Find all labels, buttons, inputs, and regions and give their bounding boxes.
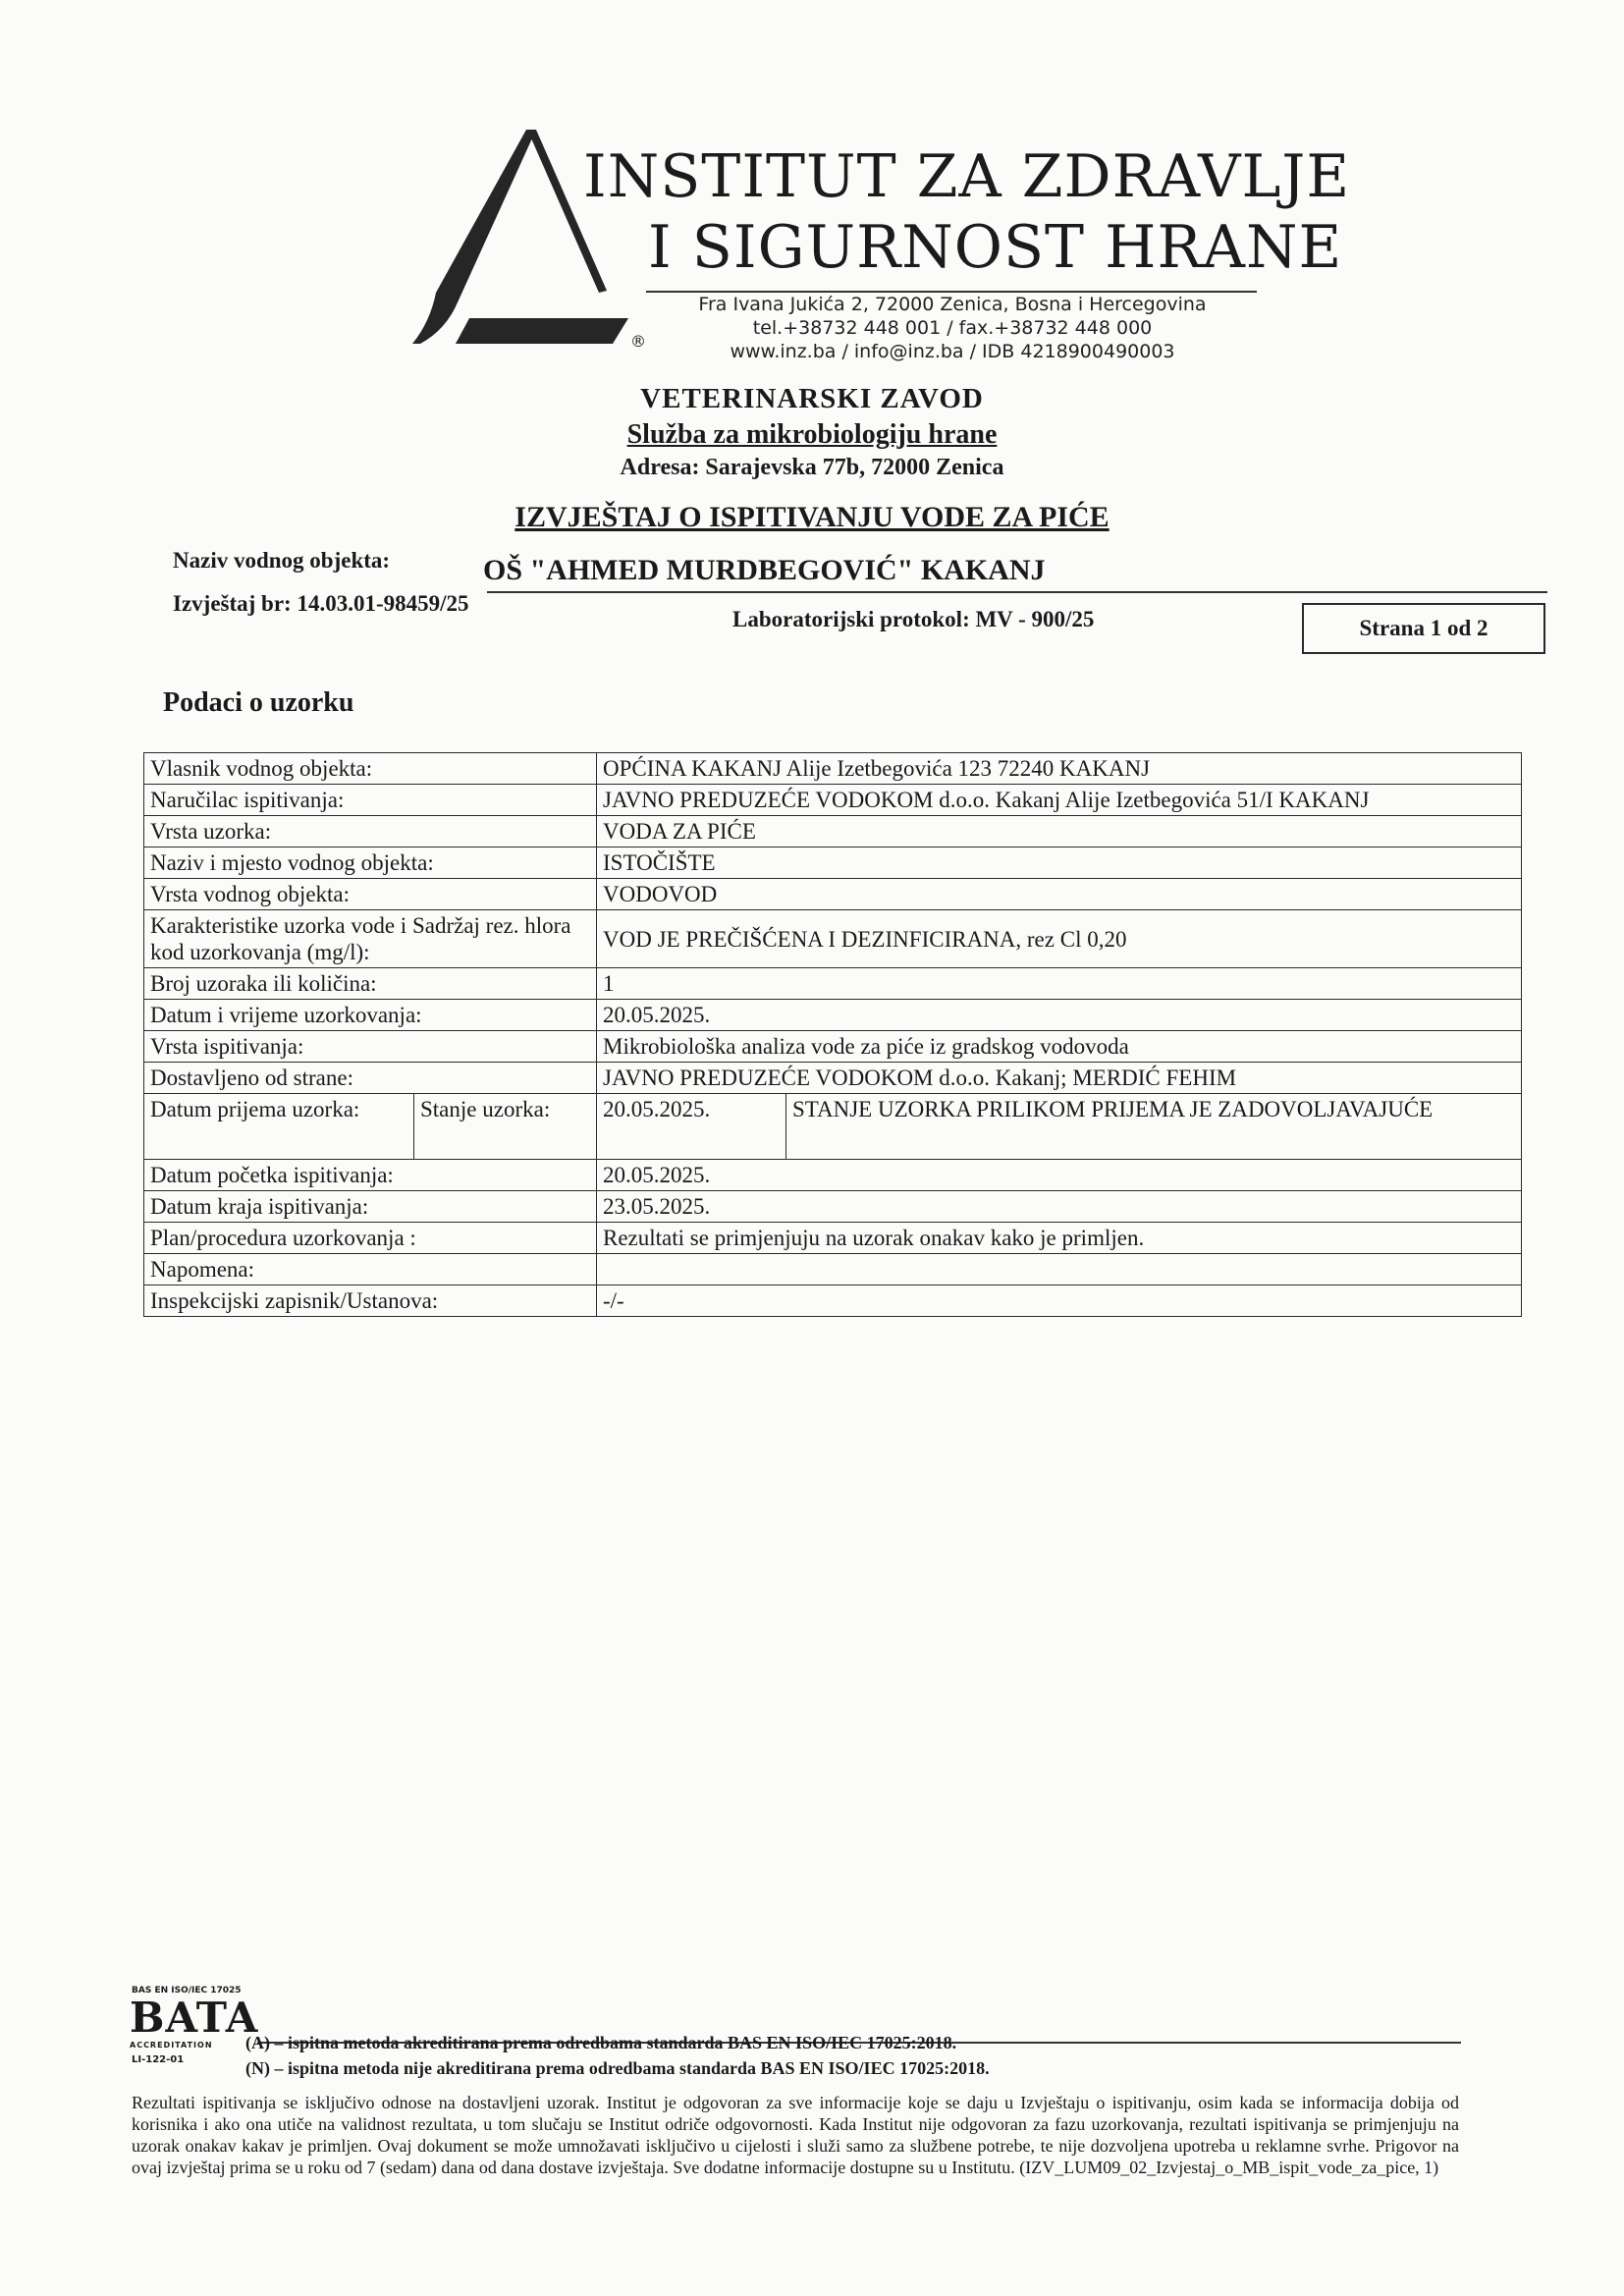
accreditation-standard-small: BAS EN ISO/IEC 17025	[132, 1986, 242, 1995]
accreditation-code: LI-122-01	[132, 2054, 185, 2065]
table-row	[144, 753, 1522, 785]
report-title: IZVJEŠTAJ O ISPITIVANJU VODE ZA PIĆE	[514, 501, 1110, 533]
row-value: 1	[597, 968, 1522, 1000]
table-row	[144, 910, 1522, 968]
object-underline	[487, 591, 1547, 593]
institute-name-line2: I SIGURNOST HRANE	[648, 213, 1343, 282]
row-value	[597, 1254, 1522, 1285]
row-value: JAVNO PREDUZEĆE VODOKOM d.o.o. Kakanj; MERDIĆ FEHIM	[597, 1063, 1522, 1094]
table-row	[144, 816, 1522, 847]
registered-mark: ®	[630, 332, 646, 351]
sample-data-table	[143, 752, 1522, 1317]
row-value: VODA ZA PIĆE	[597, 816, 1522, 847]
object-name-label: Naziv vodnog objekta:	[173, 548, 391, 573]
receipt-state-value: STANJE UZORKA PRILIKOM PRIJEMA JE ZADOVOLJAVAJUĆE	[786, 1094, 1522, 1160]
accreditation-word: ACCREDITATION	[130, 2041, 213, 2050]
department-service: Služba za mikrobiologiju hrane	[626, 419, 998, 450]
table-row	[144, 879, 1522, 910]
row-label: Karakteristike uzorka vode i Sadržaj rez. hlora kod uzorkovanja (mg/l):	[144, 910, 597, 968]
section-title: Podaci o uzorku	[163, 687, 354, 718]
institute-address: Fra Ivana Jukića 2, 72000 Zenica, Bosna i Hercegovina	[698, 294, 1207, 315]
table-row	[144, 1191, 1522, 1223]
institute-phone: tel.+38732 448 001 / fax.+38732 448 000	[752, 317, 1153, 339]
row-label: Vrsta ispitivanja:	[144, 1031, 597, 1063]
row-value: ISTOČIŠTE	[597, 847, 1522, 879]
object-name-value: OŠ "AHMED MURDBEGOVIĆ" KAKANJ	[483, 554, 1046, 586]
table-row	[144, 1000, 1522, 1031]
report-number: Izvještaj br: 14.03.01-98459/25	[173, 591, 469, 616]
row-value: 20.05.2025.	[597, 1000, 1522, 1031]
row-label: Napomena:	[144, 1254, 597, 1285]
row-label: Datum i vrijeme uzorkovanja:	[144, 1000, 597, 1031]
row-value: -/-	[597, 1285, 1522, 1317]
institute-web: www.inz.ba / info@inz.ba / IDB 4218900490003	[730, 341, 1175, 362]
table-row-receipt	[144, 1094, 1522, 1160]
row-label: Plan/procedura uzorkovanja :	[144, 1223, 597, 1254]
table-row	[144, 968, 1522, 1000]
row-value: 23.05.2025.	[597, 1191, 1522, 1223]
row-value: JAVNO PREDUZEĆE VODOKOM d.o.o. Kakanj Alije Izetbegovića 51/I KAKANJ	[597, 785, 1522, 816]
table-row	[144, 847, 1522, 879]
row-label: Datum početka ispitivanja:	[144, 1160, 597, 1191]
footer-disclaimer: Rezultati ispitivanja se isključivo odnose na dostavljeni uzorak. Institut je odgovoran za sve informacije koje se daju u Izvještaju o ispitivanju, osim kada se informacija dobija od korisnika i ako ona utiče na validnost rezultata, u tom slučaju se Institut odriče odgovornosti. Kada Institut nije odgovoran za fazu uzorkovanja, rezultati ispitivanja se primjenjuju na uzorak onakav kakav je primljen. Ovaj dokument se može umnožavati isključivo u cijelosti i služi samo za službene potrebe, te nije dozvoljena upotreba u reklamne svrhe. Prigovor na ovaj izvještaj prima se u roku od 7 (sedam) dana od dana dostave izvještaja. Sve dodatne informacije dostupne su u Institutu. (IZV_LUM09_02_Izvjestaj_o_MB_ispit_vode_za_pice, 1)	[132, 2093, 1459, 2177]
receipt-date-label: Datum prijema uzorka:	[144, 1094, 414, 1159]
row-label: Inspekcijski zapisnik/Ustanova:	[144, 1285, 597, 1317]
table-row	[144, 1223, 1522, 1254]
page-number-box	[1302, 603, 1545, 654]
receipt-label-cell	[144, 1094, 597, 1160]
page-number: Strana 1 od 2	[1359, 616, 1489, 640]
department-address: Adresa: Sarajevska 77b, 72000 Zenica	[620, 455, 1004, 480]
table-row	[144, 1063, 1522, 1094]
row-value: Rezultati se primjenjuju na uzorak onakav kako je primljen.	[597, 1223, 1522, 1254]
row-value: VOD JE PREČIŠĆENA I DEZINFICIRANA, rez Cl 0,20	[597, 910, 1522, 968]
row-label: Vlasnik vodnog objekta:	[144, 753, 597, 785]
department-name: VETERINARSKI ZAVOD	[640, 383, 984, 414]
row-label: Vrsta vodnog objekta:	[144, 879, 597, 910]
row-value: Mikrobiološka analiza vode za piće iz gradskog vodovoda	[597, 1031, 1522, 1063]
lab-protocol: Laboratorijski protokol: MV - 900/25	[732, 607, 1095, 631]
accreditation-logo: BATA	[130, 1994, 259, 2042]
row-value: VODOVOD	[597, 879, 1522, 910]
table-row	[144, 1160, 1522, 1191]
row-value: OPĆINA KAKANJ Alije Izetbegovića 123 72240 KAKANJ	[597, 753, 1522, 785]
row-value: 20.05.2025.	[597, 1160, 1522, 1191]
row-label: Naziv i mjesto vodnog objekta:	[144, 847, 597, 879]
table-row	[144, 1031, 1522, 1063]
footer-note-not-accredited: (N) – ispitna metoda nije akreditirana prema odredbama standarda BAS EN ISO/IEC 17025:2018.	[245, 2058, 990, 2078]
table-row	[144, 1254, 1522, 1285]
row-label: Naručilac ispitivanja:	[144, 785, 597, 816]
receipt-state-label: Stanje uzorka:	[420, 1097, 551, 1121]
footer-note-accredited: (A) – ispitna metoda akreditirana prema odredbama standarda BAS EN ISO/IEC 17025:2018.	[245, 2033, 957, 2052]
row-label: Broj uzoraka ili količina:	[144, 968, 597, 1000]
row-label: Datum kraja ispitivanja:	[144, 1191, 597, 1223]
row-label: Dostavljeno od strane:	[144, 1063, 597, 1094]
table-row	[144, 785, 1522, 816]
receipt-date-value: 20.05.2025.	[597, 1094, 786, 1160]
table-row	[144, 1285, 1522, 1317]
institute-name-line1: INSTITUT ZA ZDRAVLJE	[583, 142, 1351, 211]
row-label: Vrsta uzorka:	[144, 816, 597, 847]
